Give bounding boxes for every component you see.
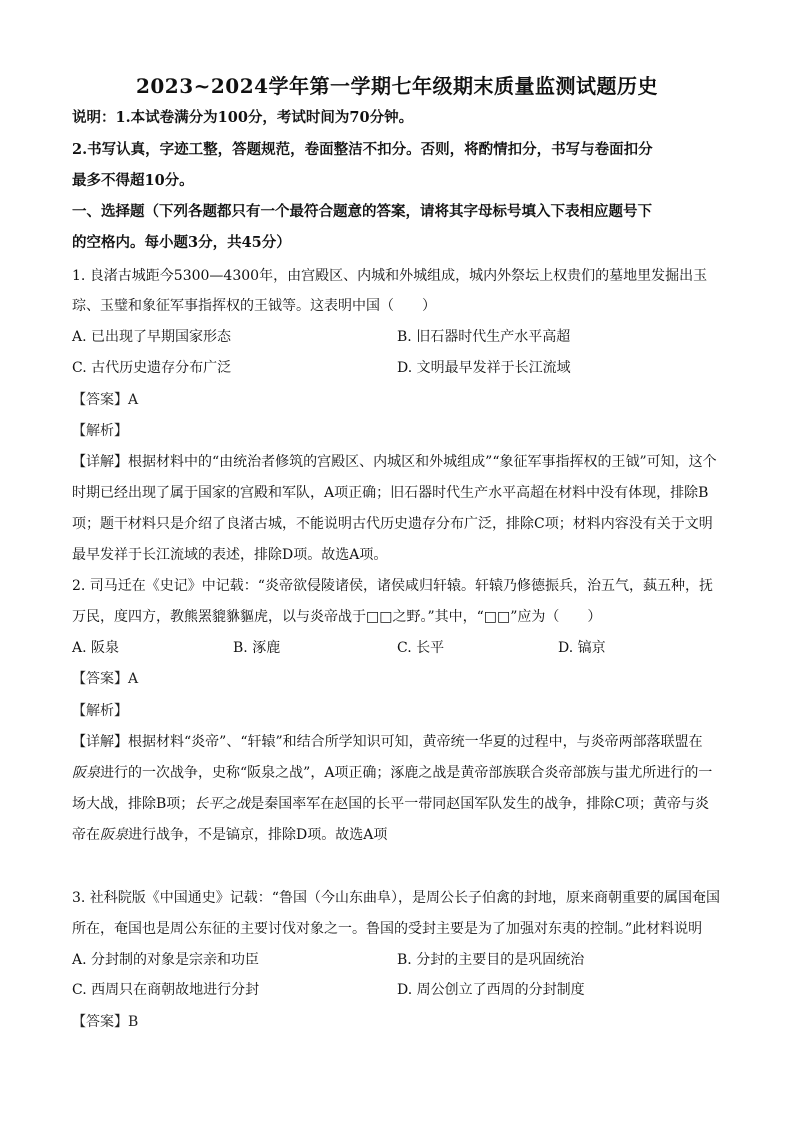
q2-detail-3-part-a: 场大战，排除B项； [72, 796, 195, 812]
q2-option-a: A. 阪泉 [72, 640, 120, 656]
q2-answer: 【答案】A [72, 671, 139, 687]
q3-answer: 【答案】B [72, 1014, 139, 1030]
q2-detail-3-italic: 长平之战 [194, 796, 251, 812]
q2-detail-4-part-b: 进行战争，不是镐京，排除D项。故选A项 [128, 827, 388, 843]
q1-option-a: A. 已出现了早期国家形态 [72, 329, 232, 345]
section-heading-line-1: 一、选择题（下列各题都只有一个最符合题意的答案，请将其字母标号填入下表相应题号下 [72, 203, 652, 220]
page-title: 2023~2024学年第一学期七年级期末质量监测试题历史 [135, 74, 659, 98]
q1-option-c: C. 古代历史遗存分布广泛 [72, 360, 232, 376]
q2-detail-2-italic: 阪泉 [72, 765, 100, 781]
q1-detail-line-1: 【详解】根据材料中的“由统治者修筑的宫殿区、内城区和外城组成”“象征军事指挥权的王钺”可知，这个 [72, 454, 717, 470]
q1-answer: 【答案】A [72, 392, 139, 408]
q3-option-b: B. 分封的主要目的是巩固统治 [397, 952, 585, 968]
q2-detail-line-3 [72, 794, 722, 814]
q3-stem-line-1: 3. 社科院版《中国通史》记载：“鲁国（今山东曲阜），是周公长子伯禽的封地，原来商朝重要的属国奄国 [72, 890, 720, 906]
q2-detail-line-4 [72, 825, 722, 845]
q2-stem-line-1: 2. 司马迁在《史记》中记载：“炎帝欲侵陵诸侯，诸侯咸归轩辕。轩辕乃修德振兵，治五气，蓺五种，抚 [72, 578, 713, 594]
q1-stem-line-1: 1. 良渚古城距今5300—4300年，由宫殿区、内城和外城组成，城内外祭坛上权贵们的墓地里发掘出玉 [72, 268, 708, 284]
q1-stem-line-2: 琮、玉璧和象征军事指挥权的王钺等。这表明中国（ ） [72, 298, 436, 314]
q2-detail-4-italic: 阪泉 [100, 827, 128, 843]
q2-detail-4-part-a: 帝在 [72, 827, 100, 843]
notes-line-3: 最多不得超10分。 [72, 172, 194, 189]
q2-option-d: D. 镐京 [558, 640, 606, 656]
q2-stem-line-2: 万民，度四方，教熊罴貔貅貙虎，以与炎帝战于□□之野。”其中，“□□”应为（ ） [72, 609, 602, 625]
section-heading-line-2: 的空格内。每小题3分，共45分） [72, 234, 291, 251]
q2-option-b: B. 涿鹿 [233, 640, 281, 656]
q1-detail-line-3: 项；题干材料只是介绍了良渚古城，不能说明古代历史遗存分布广泛，排除C项；材料内容没有关于文明 [72, 516, 713, 532]
q3-option-a: A. 分封制的对象是宗亲和功臣 [72, 952, 260, 968]
q1-detail-line-4: 最早发祥于长江流域的表述，排除D项。故选A项。 [72, 547, 388, 563]
q1-option-d: D. 文明最早发祥于长江流域 [397, 360, 571, 376]
q2-option-c: C. 长平 [397, 640, 445, 656]
q1-analysis-label: 【解析】 [72, 423, 128, 439]
q3-option-d: D. 周公创立了西周的分封制度 [397, 982, 585, 998]
q3-stem-line-2: 所在，奄国也是周公东征的主要讨伐对象之一。鲁国的受封主要是为了加强对东夷的控制。”此材料说明 [72, 921, 703, 937]
q2-detail-line-2 [72, 763, 722, 783]
notes-line-2: 2.书写认真，字迹工整，答题规范，卷面整洁不扣分。否则，将酌情扣分，书写与卷面扣分 [72, 141, 653, 158]
q2-analysis-label: 【解析】 [72, 703, 128, 719]
q2-detail-2-part-b: 进行的一次战争，史称“阪泉之战”，A项正确；涿鹿之战是黄帝部族联合炎帝部族与蚩尤所进行的一 [100, 765, 713, 781]
notes-line-1: 说明：1.本试卷满分为100分，考试时间为70分钟。 [72, 109, 414, 126]
q3-option-c: C. 西周只在商朝故地进行分封 [72, 982, 260, 998]
q1-option-b: B. 旧石器时代生产水平高超 [397, 329, 571, 345]
q1-detail-line-2: 时期已经出现了属于国家的宫殿和军队，A项正确；旧石器时代生产水平高超在材料中没有体现，排除B [72, 485, 709, 501]
q2-detail-3-part-b: 是秦国率军在赵国的长平一带同赵国军队发生的战争，排除C项；黄帝与炎 [250, 796, 710, 812]
q2-detail-line-1: 【详解】根据材料“炎帝”、“轩辕”和结合所学知识可知，黄帝统一华夏的过程中，与炎帝两部落联盟在 [72, 734, 703, 750]
